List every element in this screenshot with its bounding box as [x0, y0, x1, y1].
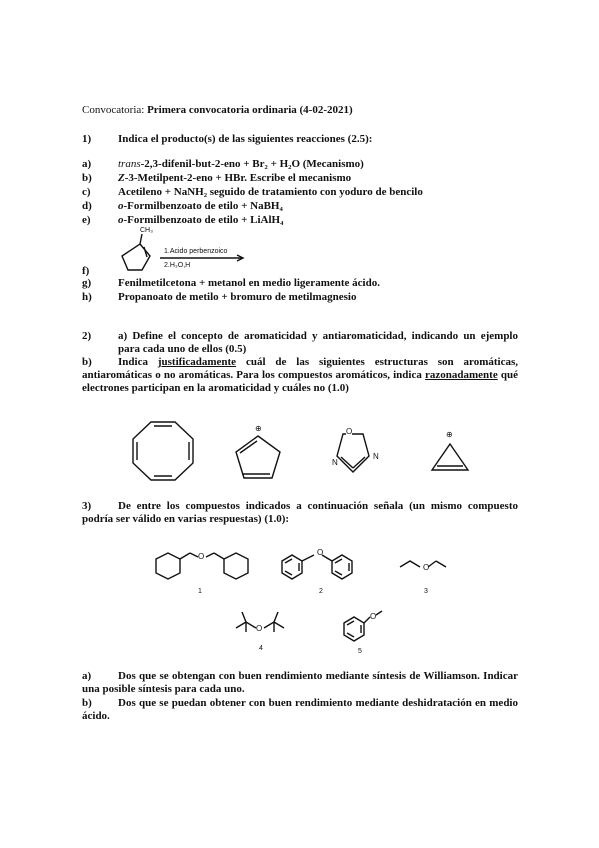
- q1-item-a: [118, 158, 364, 170]
- q1-item-g: Fenilmetilcetona + metanol en medio ligeramente ácido.: [118, 277, 380, 289]
- compound-4-number: 4: [259, 645, 263, 652]
- q1-statement: Indica el producto(s) de las siguientes reacciones (2.5):: [118, 133, 373, 145]
- oxadiazole-n-atom-right: N: [373, 452, 379, 461]
- q3-part-b-label: b): [82, 697, 92, 709]
- q1-item-d-text: -Formilbenzoato de etilo + NaBH₄: [123, 200, 283, 212]
- compound-2-o-atom: O: [317, 548, 324, 557]
- q1-item-b: [118, 172, 351, 184]
- cyclopentadienyl-plus-charge: ⊕: [255, 424, 262, 433]
- compound-4-structure: [232, 608, 302, 648]
- q2-part-b-text-2: cuál de las siguientes estructuras son aromáticas, antiaromáticas o no aromáticas. Para los compuestos aromáticos, indica: [82, 356, 518, 381]
- methyl-bond: [140, 234, 142, 244]
- q1-item-d-italic: o: [118, 200, 124, 212]
- q1-item-h: Propanoato de metilo + bromuro de metilmagnesio: [118, 291, 357, 303]
- q1-item-e-text: -Formilbenzoato de etilo + LiAlH₄: [123, 214, 284, 226]
- q1-number: 1): [82, 133, 92, 145]
- compound-2-number: 2: [319, 588, 323, 595]
- q3-part-a-text: Dos que se obtengan con buen rendimiento mediante síntesis de Williamson. Indicar una posible síntesis para cada uno.: [82, 670, 518, 695]
- oxadiazole-structure: [323, 432, 393, 502]
- oxadiazole-o-atom: O: [346, 427, 353, 436]
- q1-item-b-text: -3-Metilpent-2-eno + HBr. Escribe el mecanismo: [124, 172, 352, 184]
- compound-5-number: 5: [358, 648, 362, 655]
- q3-part-b: [82, 697, 518, 723]
- oxadiazole-n-atom-left: N: [332, 458, 338, 467]
- q1-item-a-label: a): [82, 158, 92, 170]
- q2-number: 2): [82, 330, 92, 342]
- reaction-f-reagent-1: 1.Acido perbenzoico: [164, 248, 228, 255]
- q1-item-e-label: e): [82, 214, 91, 226]
- q3-part-a-label: a): [82, 670, 92, 682]
- q3-statement: [82, 500, 518, 526]
- q3-statement-text: De entre los compuestos indicados a continuación señala (un mismo compuesto podría ser válido en varias respuestas) (1.0):: [82, 500, 518, 525]
- q1-item-b-italic: Z: [118, 172, 125, 184]
- header-prefix: Convocatoria:: [82, 104, 148, 116]
- reaction-f-substituent: CH₃: [140, 227, 153, 234]
- q1-item-a-italic: trans: [118, 158, 141, 170]
- q2-part-b-underlined-1: justificadamente: [157, 356, 237, 368]
- compound-4-o-atom: O: [256, 624, 263, 633]
- q1-item-d-label: d): [82, 200, 92, 212]
- q1-item-b-label: b): [82, 172, 92, 184]
- methylcyclopentene-ring: [122, 244, 150, 270]
- q3-part-b-text: Dos que se puedan obtener con buen rendimiento mediante deshidratación en medio ácido.: [82, 697, 518, 722]
- compound-5-o-atom: O: [370, 612, 377, 621]
- q2-part-b-underlined-2: razonadamente: [425, 369, 498, 381]
- compound-5-structure: [336, 605, 396, 655]
- reaction-f-reagent-2: 2.H₃O,H: [164, 262, 191, 269]
- cyclopropenyl-plus-charge: ⊕: [446, 430, 453, 439]
- q1-item-c-label: c): [82, 186, 91, 198]
- header-title: Primera convocatoria ordinaria (4-02-2021): [147, 104, 353, 116]
- compound-1-structure: [146, 545, 276, 595]
- q2-part-b-text-3: qué electrones participan en la aromaticidad y cuáles no (1.0): [82, 369, 518, 394]
- q1-item-h-label: h): [82, 291, 92, 303]
- q1-item-c: Acetileno + NaNH₂ seguido de tratamiento con yoduro de bencilo: [118, 186, 423, 198]
- q3-part-a: [82, 670, 518, 696]
- q1-item-e: [118, 214, 283, 226]
- compound-1-o-atom: O: [198, 552, 205, 561]
- compound-1-number: 1: [198, 588, 202, 595]
- q2-part-b: [82, 356, 518, 395]
- compound-3-o-atom: O: [423, 563, 430, 572]
- cyclooctatetraene-structure: [125, 418, 215, 508]
- q2-part-b-label: b): [82, 356, 92, 368]
- q1-item-d: [118, 200, 283, 212]
- q1-item-e-italic: o: [118, 214, 124, 226]
- q3-number: 3): [82, 500, 92, 512]
- q1-item-g-label: g): [82, 277, 92, 289]
- compound-3-number: 3: [424, 588, 428, 595]
- cyclopentadienyl-cation-structure: [230, 432, 300, 502]
- compound-3-structure: [396, 553, 466, 593]
- q2-part-b-text-1: Indica: [118, 356, 158, 368]
- exam-header: [82, 104, 353, 116]
- q2-part-a: a) Define el concepto de aromaticidad y antiaromaticidad, indicando un ejemplo para cada uno de ellos (0.5): [118, 330, 518, 355]
- cyclopropenyl-cation-structure: [428, 440, 488, 490]
- q1-item-f-label: f): [82, 265, 90, 277]
- q1-item-a-text: -2,3-difenil-but-2-eno + Br₂ + H₂O (Mecanismo): [140, 158, 364, 170]
